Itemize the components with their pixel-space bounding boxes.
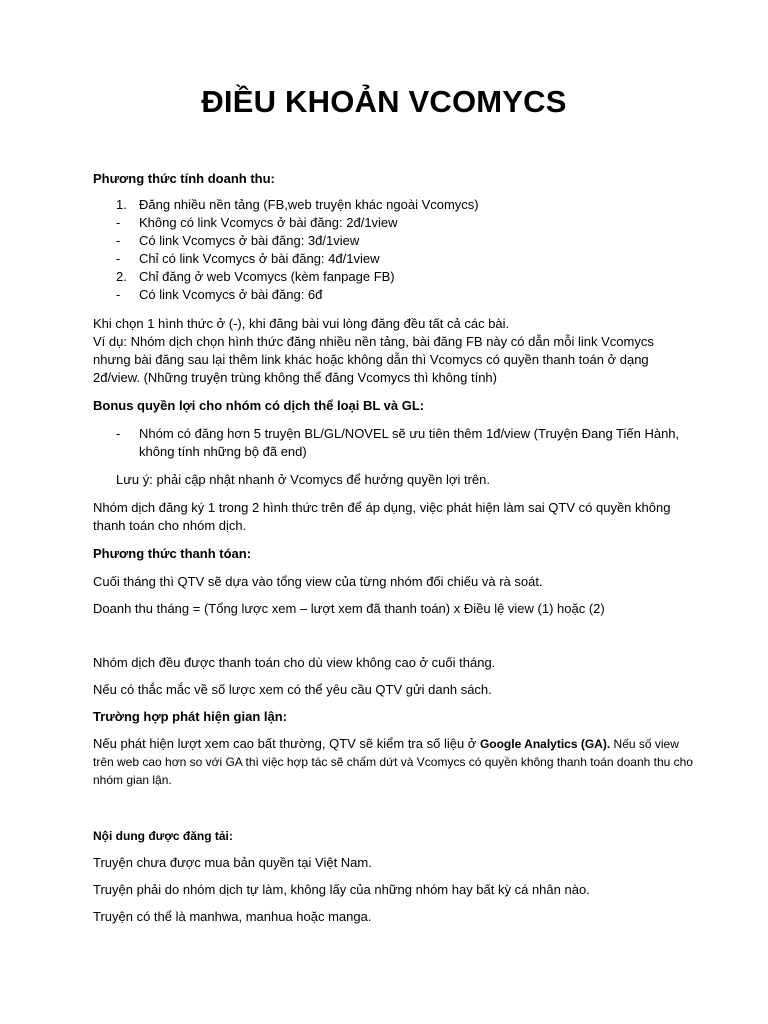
- document-title: ĐIỀU KHOẢN VCOMYCS: [201, 84, 567, 119]
- content-line: Truyện chưa được mua bản quyền tại Việt Nam.: [93, 855, 372, 870]
- list-item-text: Chỉ có link Vcomycs ở bài đăng: 4đ/1view: [139, 251, 380, 266]
- payment-line: Nếu có thắc mắc về số lược xem có thể yêu cầu QTV gửi danh sách.: [93, 682, 492, 697]
- list-marker: -: [116, 287, 121, 302]
- list-item-text: Chỉ đăng ở web Vcomycs (kèm fanpage FB): [139, 269, 395, 284]
- list-marker: 2.: [116, 269, 127, 284]
- list-item-text: Có link Vcomycs ở bài đăng: 3đ/1view: [139, 233, 360, 248]
- fraud-text-part: Nếu phát hiện lượt xem cao bất thường, QTV sẽ kiểm tra số liệu ở: [93, 736, 480, 751]
- list-item: [93, 286, 693, 304]
- revenue-example: Ví dụ: Nhóm dịch chọn hình thức đăng nhiều nền tảng, bài đăng FB này có dẫn mỗi link Vcomycs nhưng bài đăng sau lại thêm link khác hoặc không dẫn thì Vcomycs có quyền thanh toán ở dạng 2đ/view. (Những truyện trùng không thể đăng Vcomycs thì không tính): [93, 334, 654, 385]
- fraud-heading: Trường hợp phát hiện gian lận:: [93, 709, 288, 724]
- list-marker: -: [116, 426, 121, 441]
- content-line: Truyện phải do nhóm dịch tự làm, không lấy của những nhóm hay bất kỳ cá nhân nào.: [93, 882, 590, 897]
- payment-line: Cuối tháng thì QTV sẽ dựa vào tổng view của từng nhóm đối chiếu và rà soát.: [93, 574, 543, 589]
- fraud-text-part: Nếu số view trên web cao hơn so với GA thì việc hợp tác sẽ chấm dứt và Vcomycs có quyền không thanh toán doanh thu cho nhóm gian lận.: [93, 737, 693, 787]
- payment-heading: Phương thức thanh tóan:: [93, 546, 252, 561]
- google-analytics-label: Google Analytics (GA).: [479, 737, 611, 751]
- register-note: Nhóm dịch đăng ký 1 trong 2 hình thức trên để áp dụng, việc phát hiện làm sai QTV có quyền không thanh toán cho nhóm dịch.: [93, 500, 671, 533]
- bonus-item: [93, 425, 693, 461]
- bonus-heading: Bonus quyền lợi cho nhóm có dịch thể loại BL và GL:: [93, 398, 425, 413]
- payment-formula: Doanh thu tháng = (Tổng lược xem – lượt xem đã thanh toán) x Điều lệ view (1) hoặc (2): [93, 601, 605, 616]
- revenue-list: [93, 196, 693, 304]
- document-body: [93, 170, 693, 926]
- list-marker: 1.: [116, 197, 127, 212]
- list-item-text: Có link Vcomycs ở bài đăng: 6đ: [139, 287, 323, 302]
- list-item: [93, 250, 693, 268]
- revenue-note: Khi chọn 1 hình thức ở (-), khi đăng bài vui lòng đăng đều tất cả các bài.: [93, 316, 510, 331]
- list-item-text: Đăng nhiều nền tảng (FB,web truyện khác ngoài Vcomycs): [139, 197, 479, 212]
- list-marker: -: [116, 233, 121, 248]
- content-line: Truyện có thể là manhwa, manhua hoặc manga.: [93, 909, 372, 924]
- content-heading: Nội dung được đăng tải:: [93, 829, 233, 843]
- list-marker: -: [116, 251, 121, 266]
- list-item: [93, 232, 693, 250]
- bonus-note: Lưu ý: phải cập nhật nhanh ở Vcomycs để hưởng quyền lợi trên.: [116, 472, 490, 487]
- fraud-text: [93, 735, 693, 789]
- list-item-text: Không có link Vcomycs ở bài đăng: 2đ/1view: [139, 215, 398, 230]
- list-item: [93, 196, 693, 214]
- list-marker: -: [116, 215, 121, 230]
- payment-line: Nhóm dịch đều được thanh toán cho dù view không cao ở cuối tháng.: [93, 655, 496, 670]
- bonus-item-text: Nhóm có đăng hơn 5 truyện BL/GL/NOVEL sẽ ưu tiên thêm 1đ/view (Truyện Đang Tiến Hành, không tính những bộ đã end): [139, 426, 680, 459]
- list-item: [93, 214, 693, 232]
- list-item: [93, 268, 693, 286]
- revenue-heading: Phương thức tính doanh thu:: [93, 171, 275, 186]
